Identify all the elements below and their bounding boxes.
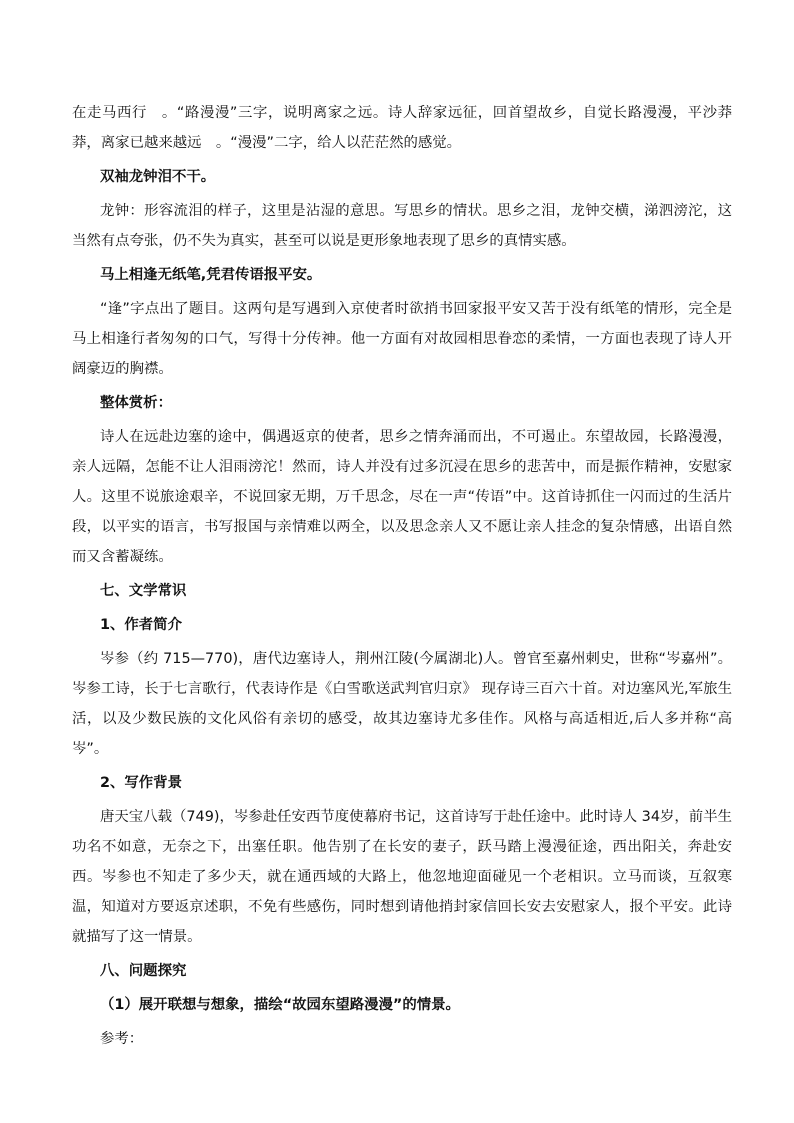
reference-label: 参考： xyxy=(100,1031,144,1047)
heading-shuang-xiu: 双袖龙钟泪不干。 xyxy=(100,169,216,185)
question-1: （1）展开联想与想象，描绘“故园东望路漫漫”的情景。 xyxy=(100,997,460,1013)
paragraph-author-intro: 岑参（约 715—770)，唐代边塞诗人，荆州江陵(今属湖北)人。曾官至嘉州刺史，世称“岑嘉州”。岑参工诗，长于七言歌行，代表诗作是《白雪歌送武判官归京》 现存诗三百六十首。对边塞风光,军旅生活，以及少数民族的文化风俗有亲切的感受，故其边塞诗尤多佳作。风格与高适相近,后人多并称“高岑”。 xyxy=(72,651,732,757)
section-heading-literary-knowledge: 七、文学常识 xyxy=(100,583,187,599)
paragraph-feng: “逢”字点出了题目。这两句是写遇到入京使者时欲捎书回家报平安又苦于没有纸笔的情形，完全是马上相逢行者匆匆的口气，写得十分传神。他一方面有对故园相思眷恋的柔情，一方面也表现了诗人开阔豪迈的胸襟。 xyxy=(72,301,732,377)
heading-ma-shang: 马上相逢无纸笔,凭君传语报平安。 xyxy=(100,267,322,283)
paragraph-writing-background: 唐天宝八载（749)，岑参赴任安西节度使幕府书记，这首诗写于赴任途中。此时诗人 34岁，前半生功名不如意，无奈之下，出塞任职。他告别了在长安的妻子，跃马踏上漫漫征途，西出阳关，奔赴安西。岑参也不知走了多少天，就在通西域的大路上，他忽地迎面碰见一个老相识。立马而谈，互叙寒温，知道对方要返京述职，不免有些感伤，同时想到请他捎封家信回长安去安慰家人，报个平安。此诗就描写了这一情景。 xyxy=(72,809,732,945)
heading-overall-appreciation: 整体赏析： xyxy=(100,395,172,411)
document-body xyxy=(72,98,732,1054)
subheading-writing-background: 2、写作背景 xyxy=(100,775,182,791)
paragraph-lu-man-man: 在走马西行 。“路漫漫”三字，说明离家之远。诗人辞家远征，回首望故乡，自觉长路漫漫，平沙莽莽，离家已越来越远 。“漫漫”二字，给人以茫茫然的感觉。 xyxy=(72,105,732,151)
section-heading-question-inquiry: 八、问题探究 xyxy=(100,963,187,979)
paragraph-overall-appreciation: 诗人在远赴边塞的途中，偶遇返京的使者，思乡之情奔涌而出，不可遏止。东望故园，长路漫漫，亲人远隔，怎能不让人泪雨滂沱！然而，诗人并没有过多沉浸在思乡的悲苦中，而是振作精神，安慰家人。这里不说旅途艰辛，不说回家无期，万千思念，尽在一声“传语”中。这首诗抓住一闪而过的生活片段，以平实的语言，书写报国与亲情难以两全，以及思念亲人又不愿让亲人挂念的复杂情感，出语自然而又含蓄凝练。 xyxy=(72,429,732,565)
subheading-author-intro: 1、作者简介 xyxy=(100,617,182,633)
paragraph-long-zhong: 龙钟：形容流泪的样子，这里是沾湿的意思。写思乡的情状。思乡之泪，龙钟交横，涕泗滂沱，这当然有点夸张，仍不失为真实，甚至可以说是更形象地表现了思乡的真情实感。 xyxy=(72,203,732,249)
